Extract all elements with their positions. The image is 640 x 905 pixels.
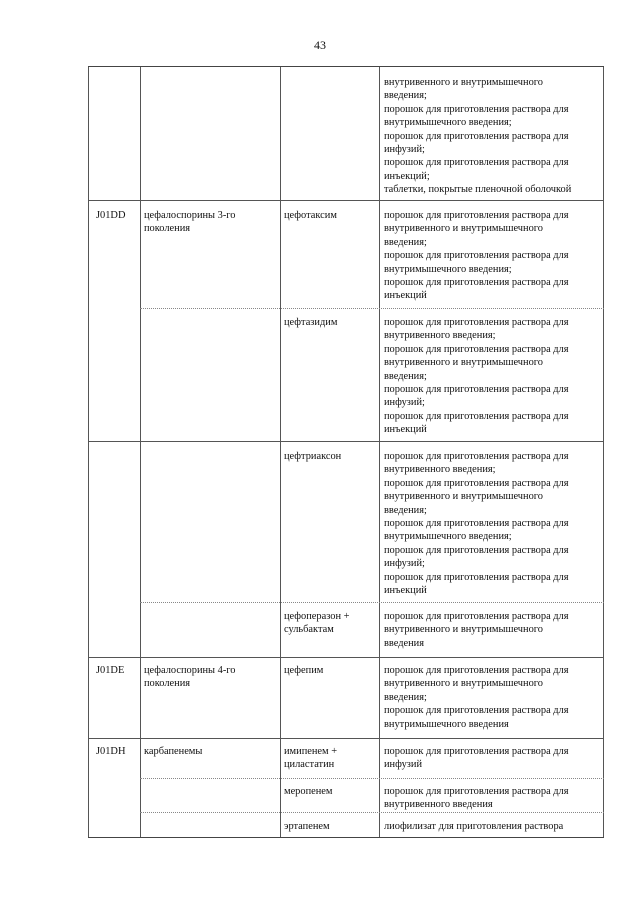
- drug-name-cell: цефоперазон + сульбактам: [284, 611, 350, 636]
- dosage-forms-cell: порошок для приготовления раствора для внутривенного введения; порошок для приготовления раствора для внутривенного и внутримышечного введения; порошок для приготовления раствора для инфузий; порошок для приготовления раствора для инъекций: [384, 317, 569, 436]
- dosage-forms-cell: порошок для приготовления раствора для внутривенного и внутримышечного введения: [384, 611, 569, 649]
- drug-name-cell: меропенем: [284, 786, 333, 797]
- drug-group-cell: цефалоспорины 3-го поколения: [144, 210, 236, 235]
- row-divider: [140, 308, 604, 309]
- dosage-forms-cell: порошок для приготовления раствора для инфузий: [384, 746, 569, 771]
- column-divider: [280, 67, 281, 837]
- drug-name-cell: цефтазидим: [284, 317, 338, 328]
- drug-name-cell: цефотаксим: [284, 210, 337, 221]
- row-divider: [88, 200, 604, 201]
- atc-code-cell: J01DE: [96, 665, 125, 676]
- drug-group-cell: цефалоспорины 4-го поколения: [144, 665, 236, 690]
- dosage-forms-cell: лиофилизат для приготовления раствора: [384, 821, 564, 832]
- row-divider: [140, 812, 604, 813]
- dosage-forms-cell: порошок для приготовления раствора для внутривенного введения: [384, 786, 569, 811]
- row-divider: [88, 657, 604, 658]
- column-divider: [140, 67, 141, 837]
- row-divider: [140, 778, 604, 779]
- column-divider: [379, 67, 380, 837]
- atc-code-cell: J01DH: [96, 746, 126, 757]
- row-divider: [140, 602, 604, 603]
- dosage-forms-cell: внутривенного и внутримышечного введения; порошок для приготовления раствора для внутримышечного введения; порошок для приготовления раствора для инфузий; порошок для приготовления раствора для инъекций; таблетки, покрытые пленочной оболочкой: [384, 77, 572, 196]
- drug-table: [88, 66, 604, 838]
- row-divider: [88, 738, 604, 739]
- drug-name-cell: эртапенем: [284, 821, 330, 832]
- dosage-forms-cell: порошок для приготовления раствора для внутривенного и внутримышечного введения; порошок для приготовления раствора для внутримышечного введения: [384, 665, 569, 730]
- table-border-left: [88, 67, 89, 837]
- drug-name-cell: цефепим: [284, 665, 324, 676]
- dosage-forms-cell: порошок для приготовления раствора для внутривенного введения; порошок для приготовления раствора для внутривенного и внутримышечного введения; порошок для приготовления раствора для внутримышечного введения; порошок для приготовления раствора для инфузий; порошок для приготовления раствора для инъекций: [384, 451, 569, 597]
- page-number: 43: [314, 38, 326, 52]
- dosage-forms-cell: порошок для приготовления раствора для внутривенного и внутримышечного введения; порошок для приготовления раствора для внутримышечного введения; порошок для приготовления раствора для инъекций: [384, 210, 569, 302]
- drug-group-cell: карбапенемы: [144, 746, 203, 757]
- atc-code-cell: J01DD: [96, 210, 126, 221]
- drug-name-cell: цефтриаксон: [284, 451, 342, 462]
- drug-name-cell: имипенем + циластатин: [284, 746, 338, 771]
- row-divider: [88, 441, 604, 442]
- table-border-right: [603, 67, 604, 837]
